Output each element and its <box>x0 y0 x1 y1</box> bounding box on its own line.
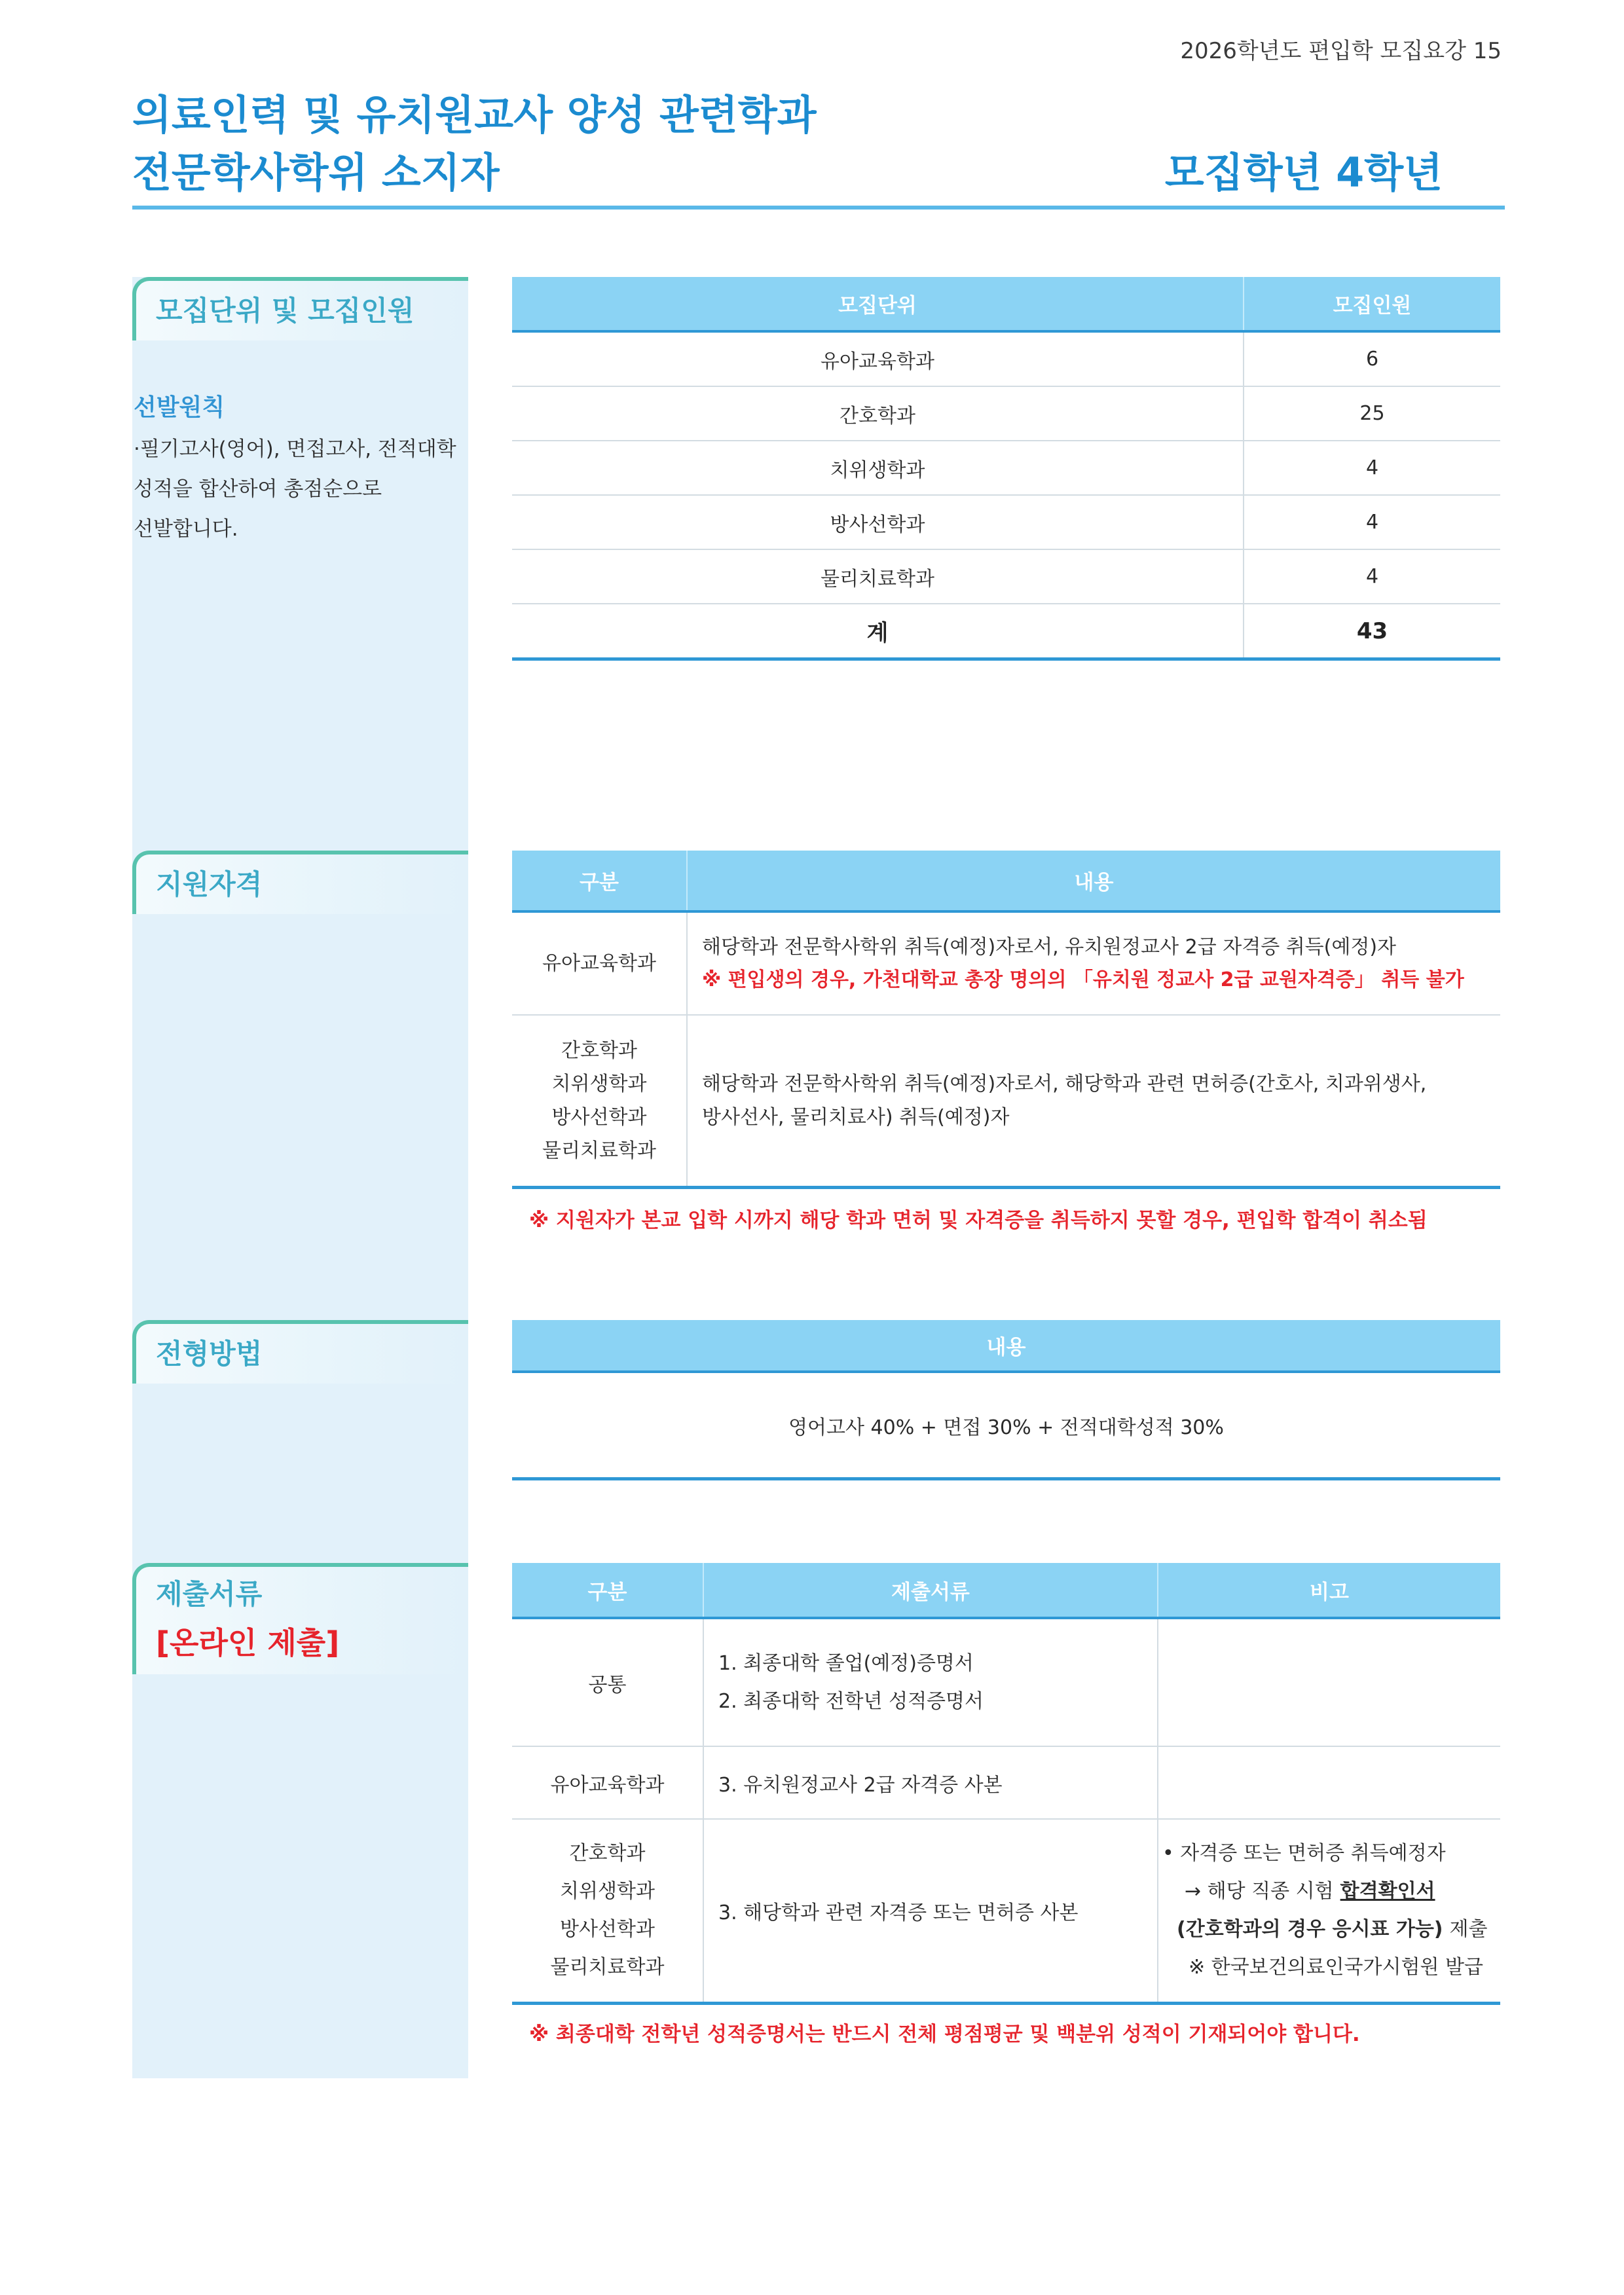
documents-lines <box>718 1645 984 1721</box>
selection-table <box>512 1320 1500 1480</box>
title-underline <box>132 206 1505 210</box>
category-line: 방사선학과 <box>560 1918 655 1941</box>
remark-arrow-line <box>1162 1873 1487 1911</box>
category-line: 물리치료학과 <box>542 1139 656 1162</box>
remarks-cell <box>1158 1820 1500 2002</box>
content-cell <box>688 913 1500 1014</box>
selection-principle-text <box>134 430 464 549</box>
table-header <box>512 277 1500 333</box>
category-lines <box>551 1835 665 1987</box>
table-header <box>512 1563 1500 1619</box>
content-lines <box>702 931 1464 997</box>
table-row <box>512 333 1500 387</box>
category-cell <box>512 1016 688 1186</box>
document-item: 2. 최종대학 전학년 성적증명서 <box>718 1689 984 1713</box>
category-cell <box>512 913 688 1014</box>
principle-line: 선발합니다. <box>134 517 238 541</box>
section-heading-label: 제출서류 <box>156 1578 263 1610</box>
section-heading-label: 모집단위 및 모집인원 <box>156 295 415 327</box>
category-line: 유아교육학과 <box>542 951 656 975</box>
count-cell: 25 <box>1359 402 1385 425</box>
category-line: 간호학과 <box>569 1842 646 1865</box>
table-row <box>512 1820 1500 2005</box>
content-line: 방사선사, 물리치료사) 취득(예정)자 <box>702 1106 1010 1129</box>
count-cell: 6 <box>1365 348 1379 371</box>
table-row <box>512 387 1500 441</box>
table-row <box>512 1373 1500 1480</box>
category-lines <box>542 1034 656 1167</box>
remark-nursing-exception: (간호학과의 경우 응시표 가능) <box>1177 1918 1443 1941</box>
section-heading-label: 지원자격 <box>156 868 263 900</box>
category-cell: 유아교육학과 <box>512 1747 704 1818</box>
section-heading-label: 전형방법 <box>156 1338 263 1370</box>
unit-cell: 치위생학과 <box>512 441 1244 494</box>
table-row <box>512 441 1500 496</box>
column-header-content: 내용 <box>986 1336 1026 1359</box>
table-header <box>512 1320 1500 1373</box>
unit-cell: 간호학과 <box>512 387 1244 440</box>
category-line: 방사선학과 <box>551 1106 647 1129</box>
admission-grade: 모집학년 4학년 <box>1164 149 1443 196</box>
remarks-lines <box>1162 1835 1487 1987</box>
remark-bullet-line: • 자격증 또는 면허증 취득예정자 <box>1162 1842 1446 1865</box>
page-title-line-1: 의료인력 및 유치원교사 양성 관련학과 <box>132 91 817 139</box>
column-header-category: 구분 <box>512 1563 704 1617</box>
content-cell <box>688 1016 1500 1186</box>
table-row <box>512 496 1500 550</box>
column-header-remarks: 비고 <box>1310 1580 1349 1604</box>
total-count-cell: 43 <box>1356 617 1388 644</box>
online-submission-label: [온라인 제출] <box>156 1625 340 1661</box>
table-row <box>512 1619 1500 1747</box>
page-header: 2026학년도 편입학 모집요강 15 <box>1180 38 1502 64</box>
section-heading-eligibility <box>132 851 468 914</box>
table-row <box>512 1016 1500 1189</box>
recruitment-table <box>512 277 1500 661</box>
category-lines <box>542 947 656 980</box>
count-cell: 4 <box>1365 511 1379 534</box>
unit-cell: 방사선학과 <box>512 496 1244 549</box>
category-line: 물리치료학과 <box>550 1956 665 1979</box>
eligibility-table <box>512 851 1500 1189</box>
remarks-cell <box>1158 1619 1500 1746</box>
eligibility-note: ※ 지원자가 본교 입학 시까지 해당 학과 면허 및 자격증을 취득하지 못할 경우, 편입학 합격이 취소됨 <box>529 1209 1428 1232</box>
unit-cell: 물리치료학과 <box>512 550 1244 603</box>
remark-pass-certificate: 합격확인서 <box>1340 1880 1435 1903</box>
selection-content-cell: 영어고사 40% + 면접 30% + 전적대학성적 30% <box>788 1416 1224 1439</box>
category-line: 치위생학과 <box>560 1880 655 1903</box>
content-line: 해당학과 전문학사학위 취득(예정)자로서, 유치원정교사 2급 자격증 취득(예정)자 <box>702 935 1397 959</box>
remark-arrow-text: → 해당 직종 시험 <box>1185 1880 1334 1903</box>
count-cell: 4 <box>1365 456 1379 479</box>
section-heading-selection <box>132 1320 468 1384</box>
unit-cell: 유아교육학과 <box>512 333 1244 386</box>
documents-cell: 3. 유치원정교사 2급 자격증 사본 <box>704 1747 1158 1818</box>
selection-principle-title: 선발원칙 <box>134 394 225 421</box>
table-row <box>512 550 1500 604</box>
remark-submit: 제출 <box>1449 1918 1488 1941</box>
column-header-unit: 모집단위 <box>512 277 1244 330</box>
remark-source-line: ※ 한국보건의료인국가시험원 발급 <box>1189 1956 1483 1979</box>
page-title-line-2: 전문학사학위 소지자 <box>132 149 500 196</box>
documents-table <box>512 1563 1500 2005</box>
remark-paren-line <box>1162 1911 1487 1949</box>
documents-note: ※ 최종대학 전학년 성적증명서는 반드시 전체 평점평균 및 백분위 성적이 기재되어야 합니다. <box>529 2023 1360 2046</box>
certificate-warning: ※ 편입생의 경우, 가천대학교 총장 명의의 「유치원 정교사 2급 교원자격증」 취득 불가 <box>702 968 1464 991</box>
category-cell <box>512 1820 704 2002</box>
section-heading-documents <box>132 1563 468 1674</box>
table-total-row <box>512 604 1500 661</box>
documents-cell <box>704 1619 1158 1746</box>
document-item: 1. 최종대학 졸업(예정)증명서 <box>718 1651 974 1675</box>
remarks-cell <box>1158 1747 1500 1818</box>
column-header-count: 모집인원 <box>1333 294 1412 318</box>
table-header <box>512 851 1500 913</box>
category-cell: 공통 <box>512 1619 704 1746</box>
total-label-cell: 계 <box>512 604 1244 657</box>
content-line: 해당학과 전문학사학위 취득(예정)자로서, 해당학과 관련 면허증(간호사, 치과위생사, <box>702 1073 1427 1095</box>
category-line: 치위생학과 <box>551 1073 647 1095</box>
table-row <box>512 1747 1500 1820</box>
column-header-documents: 제출서류 <box>704 1563 1158 1617</box>
category-line: 간호학과 <box>561 1039 637 1062</box>
column-header-content: 내용 <box>1074 871 1114 894</box>
content-lines <box>702 1067 1426 1134</box>
principle-line: ·필기고사(영어), 면접고사, 전적대학 <box>134 437 456 461</box>
principle-line: 성적을 합산하여 총점순으로 <box>134 477 382 501</box>
section-heading-recruitment <box>132 277 468 340</box>
count-cell: 4 <box>1365 565 1379 588</box>
table-row <box>512 913 1500 1016</box>
column-header-category: 구분 <box>512 851 688 910</box>
documents-cell: 3. 해당학과 관련 자격증 또는 면허증 사본 <box>704 1820 1158 2002</box>
